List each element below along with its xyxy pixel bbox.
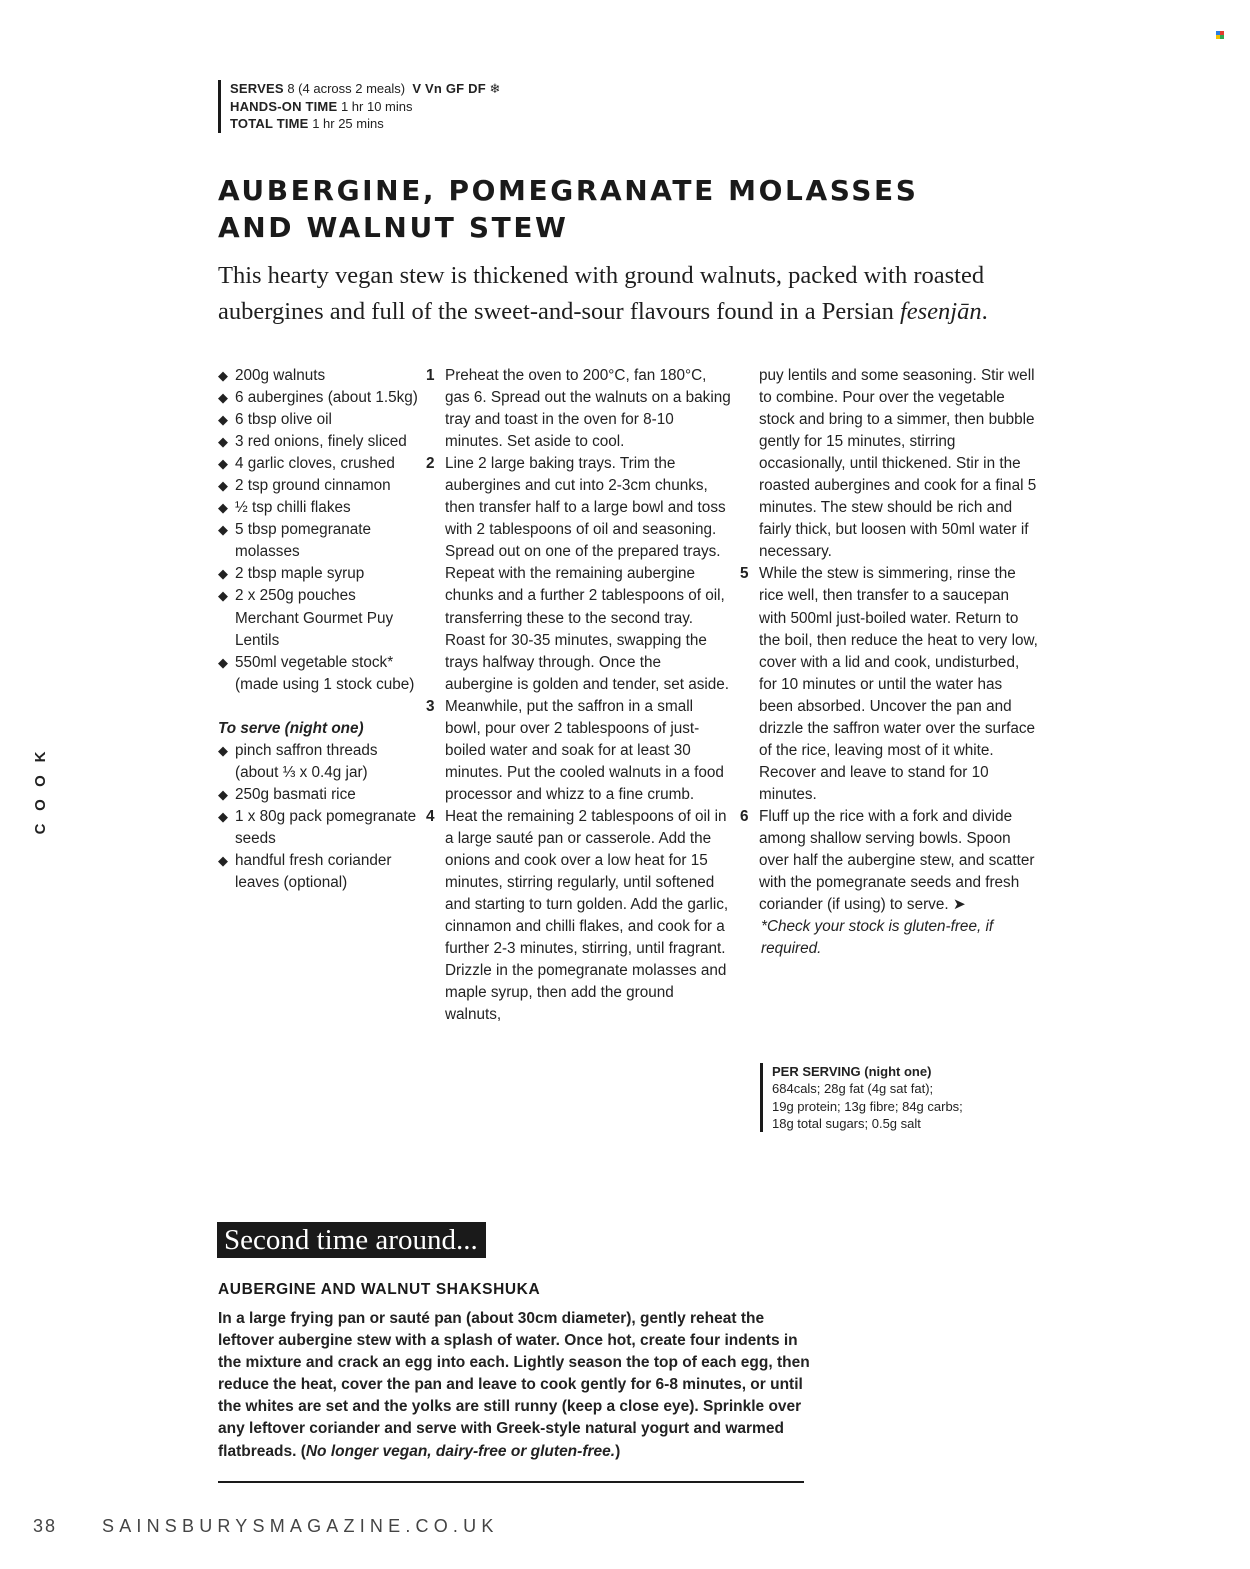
step-text: Line 2 large baking trays. Trim the aubergines and cut into 2-3cm chunks, then transfer half to a large bowl and toss with 2 tablespoons of oil and seasoning. Spread out on one of the prepared trays. Repeat with the remaining aubergine chunks and a further 2 tablespoons of oil, transferring these to the second tray. Roast for 30-35 minutes, swapping the trays halfway through. Once the aubergine is golden and tender, set aside.: [445, 455, 730, 693]
ingredient-item: [218, 475, 418, 497]
serves-value: 8 (4 across 2 meals): [287, 81, 406, 96]
shakshuka-body: [218, 1308, 824, 1463]
total-time-row: [230, 115, 500, 133]
ingredient-text: handful fresh coriander leaves (optional): [235, 851, 392, 892]
stock-footnote: *Check your stock is gluten-free, if required.: [761, 918, 994, 958]
nutrition-line-2: 19g protein; 13g fibre; 84g carbs;: [772, 1098, 963, 1114]
method-list: [426, 365, 731, 1026]
method-step: [426, 365, 731, 453]
shakshuka-text: In a large frying pan or sauté pan (about 30cm diameter), gently reheat the leftover aubergine stew with a splash of water. Once hot, create four indents in the mixture and crack an egg into each. Lightly season the top of each egg, then reduce the heat, cover the pan and leave to cook gently for 6-8 minutes, or until the whites are set and the yolks are still runny (keep a close eye). Sprinkle over any leftover coriander and serve with Greek-style natural yogurt and warmed flatbreads. (: [218, 1310, 810, 1460]
serve-heading: To serve (night one): [218, 719, 364, 737]
ingredient-text: 4 garlic cloves, crushed: [235, 455, 395, 473]
method-column-2: [740, 365, 1040, 960]
method-column-1: [426, 365, 731, 1026]
step-number: 5: [740, 565, 749, 583]
ingredient-text: 2 tbsp maple syrup: [235, 565, 365, 583]
ingredient-text: 2 x 250g pouches Merchant Gourmet Puy Lentils: [235, 587, 394, 649]
recipe-intro: [218, 258, 1018, 330]
ingredient-text: 3 red onions, finely sliced: [235, 433, 407, 451]
nutrition-info: [760, 1063, 963, 1132]
method-step: [740, 563, 1040, 806]
diamond-bullet-icon: ◆: [218, 456, 228, 472]
ingredient-item: [218, 652, 418, 696]
ingredient-text: 550ml vegetable stock* (made using 1 stock cube): [235, 653, 415, 693]
divider: [218, 1481, 804, 1483]
hands-on-label: HANDS-ON TIME: [230, 98, 338, 114]
recipe-title: [218, 172, 919, 246]
method-step: [426, 806, 731, 1026]
ingredients-list: [218, 365, 418, 696]
ingredient-text: 1 x 80g pack pomegranate seeds: [235, 807, 417, 847]
shakshuka-end: ): [615, 1442, 621, 1460]
side-letter: O: [32, 775, 49, 787]
side-letter: O: [32, 799, 49, 811]
ingredient-item: [218, 563, 418, 585]
side-letter: C: [32, 823, 49, 835]
nutrition-line-3: 18g total sugars; 0.5g salt: [772, 1115, 921, 1131]
page-number: 38: [33, 1516, 58, 1536]
step-text: Meanwhile, put the saffron in a small bowl, pour over 2 tablespoons of just-boiled water and soak for at least 30 minutes. Put the cooled walnuts in a food processor and whizz to a fine crumb.: [445, 697, 724, 803]
side-letter: K: [32, 751, 49, 763]
method-list-continued: [740, 563, 1040, 916]
ingredient-item: [218, 431, 418, 453]
ingredient-item: [218, 497, 418, 519]
diamond-bullet-icon: ◆: [218, 742, 228, 758]
ingredients-column: [218, 365, 418, 894]
title-line-1: AUBERGINE, POMEGRANATE MOLASSES: [218, 174, 919, 207]
method-step: [740, 806, 1040, 916]
method-step: [426, 453, 731, 696]
recipe-meta: [218, 80, 500, 133]
intro-end: .: [981, 298, 988, 325]
ingredient-item: [218, 806, 418, 850]
diamond-bullet-icon: ◆: [218, 522, 228, 538]
method-step: [426, 696, 731, 806]
diamond-bullet-icon: ◆: [218, 412, 228, 428]
method-step-4-continued: puy lentils and some seasoning. Stir well to combine. Pour over the vegetable stock and bring to a simmer, then bubble gently for 15 minutes, stirring occasionally, until thickened. Stir in the roasted aubergines and cook for a final 5 minutes. The stew should be rich and fairly thick, but loosen with 50ml water if necessary.: [759, 367, 1037, 561]
total-time-label: TOTAL TIME: [230, 116, 309, 131]
nutrition-label-suffix: (night one): [864, 1064, 932, 1079]
intro-text: This hearty vegan stew is thickened with ground walnuts, packed with roasted aubergines and full of the sweet-and-sour flavours found in a Persian: [218, 262, 985, 325]
ingredient-text: ½ tsp chilli flakes: [235, 499, 351, 517]
diamond-bullet-icon: ◆: [218, 566, 228, 582]
diamond-bullet-icon: ◆: [218, 808, 228, 824]
serve-ingredients-list: [218, 740, 418, 894]
nutrition-label: PER SERVING: [772, 1064, 861, 1079]
step-text: Heat the remaining 2 tablespoons of oil in a large sauté pan or casserole. Add the onions and cook over a low heat for 15 minutes, stirring regularly, until softened and starting to turn golden. Add the garlic, cinnamon and chilli flakes, and cook for a further 2-3 minutes, stirring, until fragrant. Drizzle in the pomegranate molasses and maple syrup, then add the ground walnuts,: [445, 807, 729, 1024]
diamond-bullet-icon: ◆: [218, 500, 228, 516]
serves-label: SERVES: [230, 81, 284, 96]
ingredient-text: pinch saffron threads (about ⅓ x 0.4g jar): [235, 741, 378, 781]
step-number: 2: [426, 455, 435, 473]
section-side-label: [34, 745, 48, 841]
step-number: 4: [426, 807, 435, 825]
ingredient-text: 6 tbsp olive oil: [235, 411, 332, 429]
ingredient-item: [218, 784, 418, 806]
ingredient-item: [218, 519, 418, 563]
title-line-2: AND WALNUT STEW: [218, 211, 569, 244]
ingredient-item: [218, 740, 418, 784]
shakshuka-note: No longer vegan, dairy-free or gluten-free.: [305, 1442, 616, 1460]
shakshuka-title: AUBERGINE AND WALNUT SHAKSHUKA: [218, 1281, 541, 1298]
step-number: 1: [426, 367, 435, 384]
ingredient-text: 2 tsp ground cinnamon: [235, 477, 391, 495]
ingredient-item: [218, 387, 418, 409]
step-text: Fluff up the rice with a fork and divide among shallow serving bowls. Spoon over half the aubergine stew, and scatter with the pomegranate seeds and fresh coriander (if using) to serve.: [759, 807, 1035, 914]
diamond-bullet-icon: ◆: [218, 588, 228, 604]
ingredient-text: 5 tbsp pomegranate molasses: [235, 521, 372, 561]
hands-on-value: 1 hr 10 mins: [340, 98, 413, 114]
serves-row: [230, 80, 500, 98]
ingredient-item: [218, 409, 418, 431]
total-time-value: 1 hr 25 mins: [312, 116, 384, 131]
step-number: 6: [740, 807, 749, 825]
diamond-bullet-icon: ◆: [218, 654, 228, 670]
ingredient-text: 250g basmati rice: [235, 785, 356, 803]
ingredient-item: [218, 365, 418, 387]
step-text: While the stew is simmering, rinse the rice well, then transfer to a saucepan with 500ml just-boiled water. Return to the boil, then reduce the heat to very low, cover with a lid and cook, undisturbed, for 10 minutes or until the water has been absorbed. Uncover the pan and drizzle the saffron water over the surface of the rice, leaving most of it white. Recover and leave to stand for 10 minutes.: [759, 565, 1038, 803]
diamond-bullet-icon: ◆: [218, 478, 228, 494]
arrow-right-icon: ➤: [952, 896, 966, 914]
website-link[interactable]: SAINSBURYSMAGAZINE.CO.UK: [102, 1516, 499, 1536]
color-marker-icon: [1216, 31, 1224, 39]
hands-on-row: [230, 98, 500, 116]
nutrition-line-1: 684cals; 28g fat (4g sat fat);: [772, 1081, 934, 1097]
step-number: 3: [426, 697, 435, 715]
ingredient-text: 200g walnuts: [235, 367, 326, 384]
ingredient-item: [218, 585, 418, 651]
diamond-bullet-icon: ◆: [218, 852, 228, 868]
second-time-badge: Second time around...: [217, 1222, 486, 1258]
diamond-bullet-icon: ◆: [218, 368, 228, 383]
diet-tags: V Vn GF DF: [412, 81, 486, 96]
snowflake-icon: ❄: [489, 81, 501, 96]
diamond-bullet-icon: ◆: [218, 434, 228, 450]
ingredient-item: [218, 850, 418, 894]
diamond-bullet-icon: ◆: [218, 390, 228, 406]
step-text: Preheat the oven to 200°C, fan 180°C, gas 6. Spread out the walnuts on a baking tray and toast in the oven for 8-10 minutes. Set aside to cool.: [445, 367, 731, 451]
ingredient-item: [218, 453, 418, 475]
ingredient-text: 6 aubergines (about 1.5kg): [235, 389, 418, 407]
diamond-bullet-icon: ◆: [218, 786, 228, 802]
intro-italic: fesenjān: [899, 298, 982, 325]
nutrition-heading: [772, 1063, 963, 1080]
